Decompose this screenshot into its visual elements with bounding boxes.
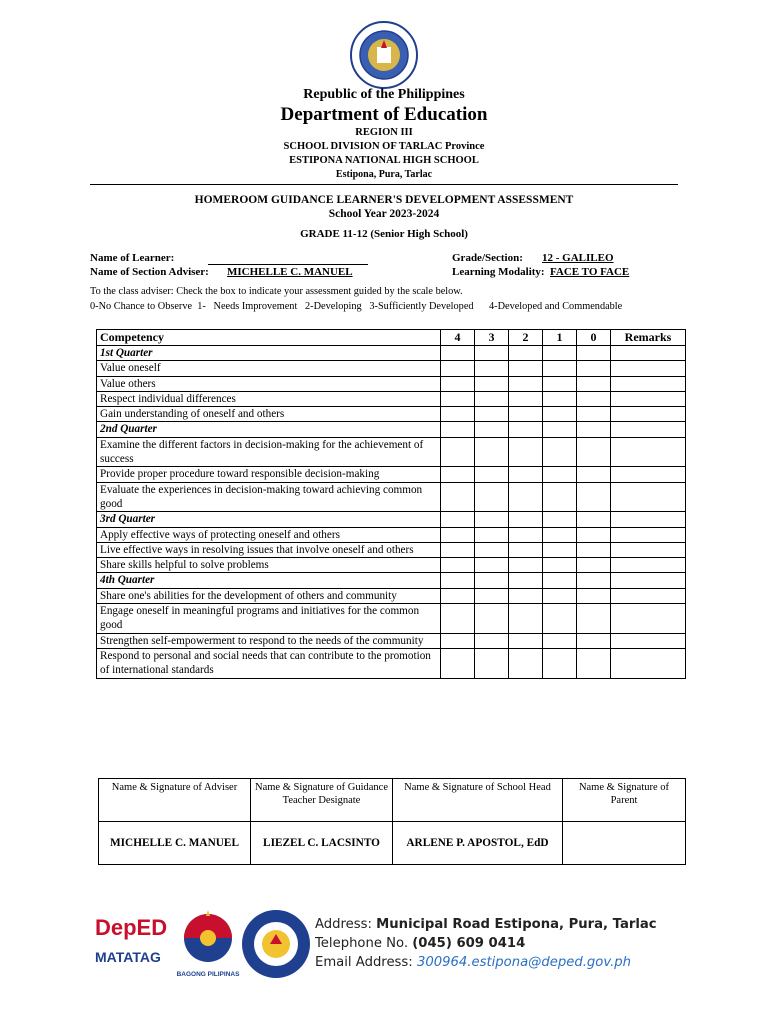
rating-checkbox-cell[interactable] (577, 542, 611, 557)
rating-checkbox-cell[interactable] (543, 361, 577, 376)
rating-cell[interactable] (475, 422, 509, 437)
header-divider (90, 184, 678, 185)
header-4: 4 (441, 330, 475, 346)
sig-header-adviser: Name & Signature of Adviser (99, 779, 251, 822)
phone-label: Telephone No. (315, 936, 409, 951)
rating-checkbox-cell[interactable] (441, 527, 475, 542)
rating-checkbox-cell[interactable] (509, 376, 543, 391)
rating-checkbox-cell[interactable] (509, 648, 543, 678)
rating-checkbox-cell[interactable] (441, 633, 475, 648)
modality-value: FACE TO FACE (550, 266, 630, 278)
quarter-row (97, 573, 686, 588)
header-2: 2 (509, 330, 543, 346)
rating-cell[interactable] (475, 346, 509, 361)
modality-label: Learning Modality: (452, 266, 545, 278)
competency-row (97, 588, 686, 603)
remarks-cell[interactable] (611, 482, 686, 512)
rating-checkbox-cell[interactable] (509, 437, 543, 467)
competency-text: Value others (97, 376, 441, 391)
rating-checkbox-cell[interactable] (543, 407, 577, 422)
contact-block (315, 915, 657, 972)
matatag-logo-text: MATATAG (95, 949, 161, 965)
rating-cell[interactable] (577, 346, 611, 361)
rating-cell[interactable] (441, 346, 475, 361)
competency-text: Respond to personal and social needs that can contribute to the promotion of international standards (97, 648, 441, 678)
quarter-label: 1st Quarter (97, 346, 441, 361)
rating-checkbox-cell[interactable] (577, 604, 611, 634)
sig-name-parent[interactable] (563, 822, 686, 865)
rating-cell[interactable] (611, 573, 686, 588)
rating-checkbox-cell[interactable] (543, 391, 577, 406)
rating-checkbox-cell[interactable] (543, 648, 577, 678)
rating-checkbox-cell[interactable] (475, 648, 509, 678)
deped-matatag-logo (95, 910, 167, 980)
competency-text: Engage oneself in meaningful programs and initiatives for the common good (97, 604, 441, 634)
quarter-label: 3rd Quarter (97, 512, 441, 527)
competency-row (97, 604, 686, 634)
phone-value: (045) 609 0414 (412, 936, 526, 951)
rating-cell[interactable] (509, 346, 543, 361)
school-address: Estipona, Pura, Tarlac (335, 169, 433, 180)
competency-text: Evaluate the experiences in decision-making toward achieving common good (97, 482, 441, 512)
learner-field[interactable] (208, 252, 368, 265)
competency-row (97, 482, 686, 512)
rating-checkbox-cell[interactable] (543, 633, 577, 648)
rating-checkbox-cell[interactable] (577, 437, 611, 467)
competency-row (97, 361, 686, 376)
rating-checkbox-cell[interactable] (475, 527, 509, 542)
rating-checkbox-cell[interactable] (543, 467, 577, 482)
instructions: To the class adviser: Check the box to indicate your assessment guided by the scale below. (90, 286, 463, 297)
rating-checkbox-cell[interactable] (475, 437, 509, 467)
rating-checkbox-cell[interactable] (441, 376, 475, 391)
signature-name-row (99, 822, 686, 865)
rating-cell[interactable] (543, 422, 577, 437)
signature-header-row (99, 779, 686, 822)
country-name: Republic of the Philippines (303, 87, 465, 102)
rating-checkbox-cell[interactable] (475, 467, 509, 482)
form-title: HOMEROOM GUIDANCE LEARNER'S DEVELOPMENT ASSESSMENT (194, 194, 574, 206)
bagong-logo-text: BAGONG PILIPINAS (176, 971, 240, 978)
grade-level: GRADE 11-12 (Senior High School) (300, 228, 468, 240)
remarks-cell[interactable] (611, 376, 686, 391)
rating-checkbox-cell[interactable] (577, 482, 611, 512)
sig-header-guidance: Name & Signature of Guidance Teacher Designate (251, 779, 393, 822)
rating-cell[interactable] (509, 512, 543, 527)
competency-text: Respect individual differences (97, 391, 441, 406)
rating-checkbox-cell[interactable] (509, 391, 543, 406)
quarter-row (97, 512, 686, 527)
rating-cell[interactable] (543, 512, 577, 527)
email-label: Email Address: (315, 955, 413, 970)
competency-row (97, 467, 686, 482)
competency-row (97, 376, 686, 391)
competency-table (96, 329, 686, 679)
rating-checkbox-cell[interactable] (475, 588, 509, 603)
rating-checkbox-cell[interactable] (475, 558, 509, 573)
rating-checkbox-cell[interactable] (509, 407, 543, 422)
grade-section-value: 12 - GALILEO (542, 252, 614, 264)
competency-row (97, 648, 686, 678)
rating-cell[interactable] (441, 573, 475, 588)
competency-text: Apply effective ways of protecting oneself and others (97, 527, 441, 542)
rating-checkbox-cell[interactable] (543, 527, 577, 542)
deped-logo-text: DepED (95, 915, 168, 940)
competency-text: Share one's abilities for the development of others and community (97, 588, 441, 603)
quarter-row (97, 422, 686, 437)
rating-cell[interactable] (475, 512, 509, 527)
rating-checkbox-cell[interactable] (441, 437, 475, 467)
rating-checkbox-cell[interactable] (509, 633, 543, 648)
rating-cell[interactable] (475, 573, 509, 588)
rating-cell[interactable] (543, 346, 577, 361)
adviser-value: MICHELLE C. MANUEL (227, 266, 353, 278)
deped-seal (349, 20, 419, 90)
rating-cell[interactable] (543, 573, 577, 588)
rating-checkbox-cell[interactable] (509, 467, 543, 482)
competency-row (97, 391, 686, 406)
rating-checkbox-cell[interactable] (475, 391, 509, 406)
rating-cell[interactable] (577, 422, 611, 437)
rating-checkbox-cell[interactable] (441, 604, 475, 634)
rating-checkbox-cell[interactable] (543, 604, 577, 634)
sig-name-adviser: MICHELLE C. MANUEL (99, 822, 251, 865)
rating-checkbox-cell[interactable] (577, 407, 611, 422)
remarks-cell[interactable] (611, 361, 686, 376)
header-0: 0 (577, 330, 611, 346)
sig-name-school-head: ARLENE P. APOSTOL, EdD (393, 822, 563, 865)
scale-legend: 0-No Chance to Observe 1- Needs Improvement 2-Developing 3-Sufficiently Developed 4-Developed and Commendable (90, 301, 623, 312)
rating-checkbox-cell[interactable] (441, 542, 475, 557)
rating-checkbox-cell[interactable] (509, 361, 543, 376)
rating-checkbox-cell[interactable] (543, 542, 577, 557)
remarks-cell[interactable] (611, 633, 686, 648)
header-remarks: Remarks (611, 330, 686, 346)
rating-checkbox-cell[interactable] (441, 648, 475, 678)
rating-checkbox-cell[interactable] (543, 558, 577, 573)
rating-checkbox-cell[interactable] (577, 467, 611, 482)
rating-checkbox-cell[interactable] (475, 407, 509, 422)
address-value: Municipal Road Estipona, Pura, Tarlac (376, 917, 657, 932)
remarks-cell[interactable] (611, 527, 686, 542)
remarks-cell[interactable] (611, 391, 686, 406)
region: REGION III (355, 127, 413, 138)
rating-cell[interactable] (577, 573, 611, 588)
bagong-pilipinas-logo (172, 906, 244, 982)
rating-checkbox-cell[interactable] (441, 407, 475, 422)
rating-cell[interactable] (611, 512, 686, 527)
rating-checkbox-cell[interactable] (509, 588, 543, 603)
rating-checkbox-cell[interactable] (475, 376, 509, 391)
remarks-cell[interactable] (611, 542, 686, 557)
competency-text: Share skills helpful to solve problems (97, 558, 441, 573)
quarter-label: 2nd Quarter (97, 422, 441, 437)
rating-checkbox-cell[interactable] (577, 376, 611, 391)
header-competency: Competency (97, 330, 441, 346)
department-name: Department of Education (280, 104, 488, 125)
rating-checkbox-cell[interactable] (441, 361, 475, 376)
grade-section-label: Grade/Section: (452, 252, 523, 264)
rating-checkbox-cell[interactable] (509, 558, 543, 573)
competency-text: Examine the different factors in decision-making for the achievement of success (97, 437, 441, 467)
learner-label: Name of Learner: (90, 252, 175, 264)
rating-checkbox-cell[interactable] (543, 437, 577, 467)
rating-checkbox-cell[interactable] (475, 633, 509, 648)
rating-cell[interactable] (509, 422, 543, 437)
rating-cell[interactable] (509, 573, 543, 588)
rating-checkbox-cell[interactable] (441, 391, 475, 406)
remarks-cell[interactable] (611, 648, 686, 678)
sig-name-guidance: LIEZEL C. LACSINTO (251, 822, 393, 865)
rating-cell[interactable] (577, 512, 611, 527)
rating-cell[interactable] (611, 422, 686, 437)
rating-checkbox-cell[interactable] (577, 558, 611, 573)
rating-checkbox-cell[interactable] (441, 467, 475, 482)
school-year: School Year 2023-2024 (328, 208, 440, 220)
competency-row (97, 633, 686, 648)
remarks-cell[interactable] (611, 467, 686, 482)
rating-checkbox-cell[interactable] (577, 391, 611, 406)
competency-text: Live effective ways in resolving issues that involve oneself and others (97, 542, 441, 557)
rating-checkbox-cell[interactable] (441, 558, 475, 573)
sig-header-school-head: Name & Signature of School Head (393, 779, 563, 822)
signature-table (98, 778, 686, 865)
competency-row (97, 407, 686, 422)
rating-checkbox-cell[interactable] (441, 588, 475, 603)
competency-row (97, 437, 686, 467)
rating-checkbox-cell[interactable] (475, 482, 509, 512)
rating-checkbox-cell[interactable] (509, 604, 543, 634)
competency-text: Gain understanding of oneself and others (97, 407, 441, 422)
competency-text: Provide proper procedure toward responsible decision-making (97, 467, 441, 482)
quarter-label: 4th Quarter (97, 573, 441, 588)
remarks-cell[interactable] (611, 558, 686, 573)
remarks-cell[interactable] (611, 407, 686, 422)
rating-checkbox-cell[interactable] (577, 633, 611, 648)
header-1: 1 (543, 330, 577, 346)
rating-checkbox-cell[interactable] (577, 588, 611, 603)
remarks-cell[interactable] (611, 437, 686, 467)
school-seal (240, 904, 312, 984)
rating-checkbox-cell[interactable] (475, 604, 509, 634)
rating-checkbox-cell[interactable] (577, 527, 611, 542)
rating-checkbox-cell[interactable] (441, 482, 475, 512)
competency-text: Value oneself (97, 361, 441, 376)
rating-checkbox-cell[interactable] (509, 482, 543, 512)
rating-checkbox-cell[interactable] (543, 376, 577, 391)
competency-row (97, 558, 686, 573)
rating-checkbox-cell[interactable] (509, 542, 543, 557)
competency-row (97, 527, 686, 542)
remarks-cell[interactable] (611, 588, 686, 603)
competency-text: Strengthen self-empowerment to respond to the needs of the community (97, 633, 441, 648)
rating-cell[interactable] (441, 422, 475, 437)
rating-checkbox-cell[interactable] (475, 361, 509, 376)
rating-cell[interactable] (441, 512, 475, 527)
address-label: Address: (315, 917, 372, 932)
rating-checkbox-cell[interactable] (509, 527, 543, 542)
rating-checkbox-cell[interactable] (475, 542, 509, 557)
sig-header-parent: Name & Signature of Parent (563, 779, 686, 822)
header-3: 3 (475, 330, 509, 346)
school-name: ESTIPONA NATIONAL HIGH SCHOOL (289, 155, 479, 166)
rating-checkbox-cell[interactable] (577, 648, 611, 678)
table-header-row (97, 330, 686, 346)
quarter-row (97, 346, 686, 361)
rating-checkbox-cell[interactable] (543, 588, 577, 603)
rating-checkbox-cell[interactable] (543, 482, 577, 512)
competency-row (97, 542, 686, 557)
adviser-label: Name of Section Adviser: (90, 266, 209, 278)
rating-checkbox-cell[interactable] (577, 361, 611, 376)
division: SCHOOL DIVISION OF TARLAC Province (283, 141, 485, 152)
remarks-cell[interactable] (611, 604, 686, 634)
email-link[interactable]: 300964.estipona@deped.gov.ph (416, 955, 631, 970)
rating-cell[interactable] (611, 346, 686, 361)
